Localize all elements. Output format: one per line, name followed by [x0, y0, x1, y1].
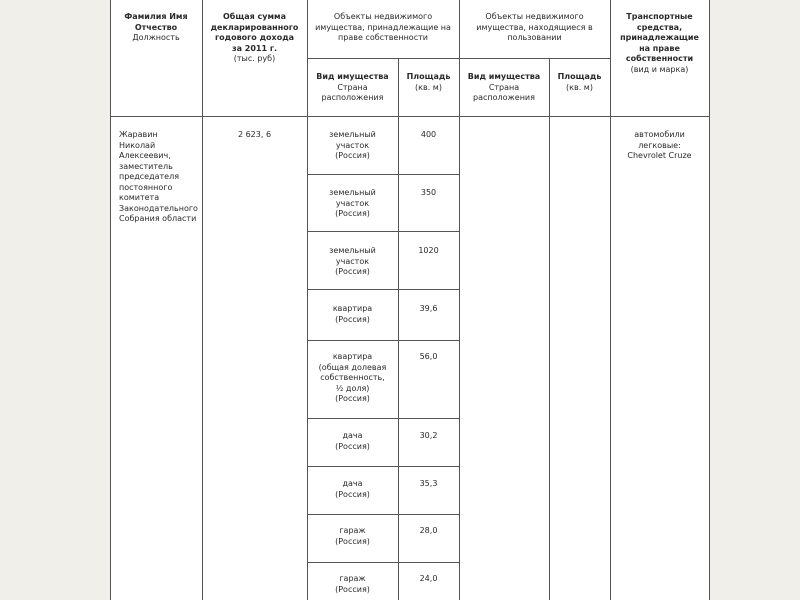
property-type-line: (Россия)	[335, 536, 370, 546]
header-name-cell	[110, 12, 202, 44]
transport-line: автомобили	[634, 130, 685, 139]
grid-line	[110, 0, 111, 600]
header-income-sub: (тыс. руб)	[233, 54, 276, 63]
property-area-value: 1020	[418, 246, 439, 255]
header-owned-line: имущества, принадлежащие на	[315, 22, 451, 32]
property-area-value: 350	[420, 188, 437, 197]
header-transport-line: принадлежащие	[620, 33, 699, 42]
subheader-owned-area	[398, 72, 459, 93]
person-name-line: Николай	[119, 140, 156, 150]
property-area-cell	[398, 188, 459, 199]
header-transport-line: средства,	[636, 22, 683, 32]
header-income-line: за 2011 г.	[231, 43, 278, 53]
header-used-line: пользовании	[507, 33, 562, 42]
property-type-line: гараж	[339, 574, 366, 583]
header-name-line: Отчество	[134, 22, 178, 32]
subheader-used-area	[549, 72, 610, 93]
subheader-used-type	[459, 72, 549, 104]
property-area-cell	[398, 431, 459, 442]
grid-line	[307, 466, 459, 467]
subheader-type-line: Страна	[488, 82, 520, 92]
grid-line	[110, 116, 710, 117]
subheader-area-title: Площадь	[557, 72, 602, 81]
property-area-cell	[398, 246, 459, 257]
property-type-line: ½ доля)	[335, 383, 370, 393]
grid-line	[307, 340, 459, 341]
property-area-cell	[398, 526, 459, 537]
header-owned-line: праве собственности	[338, 33, 428, 42]
person-name-line: комитета	[119, 193, 160, 202]
header-owned-cell	[307, 12, 459, 44]
property-type-line: квартира	[332, 304, 373, 313]
property-area-value: 56,0	[419, 352, 438, 361]
property-type-line: дача	[342, 431, 363, 440]
header-transport-line: на праве	[639, 43, 680, 53]
header-used-line: Объекты недвижимого	[485, 12, 584, 21]
property-type-cell	[307, 188, 398, 220]
property-type-line: участок	[335, 198, 370, 208]
header-income-line: годового дохода	[214, 33, 295, 42]
subheader-type-line: Страна	[337, 82, 368, 92]
person-name-line: Собрания области	[119, 214, 197, 223]
header-name-sub: Должность	[132, 33, 180, 42]
property-area-value: 35,3	[419, 479, 438, 488]
subheader-type-title: Вид имущества	[316, 72, 389, 81]
property-type-line: (Россия)	[335, 489, 370, 499]
property-type-cell	[307, 526, 398, 547]
transport-line: Chevrolet Cruze	[627, 151, 692, 160]
person-name-line: председателя	[119, 172, 180, 181]
grid-line	[610, 0, 611, 600]
property-type-cell	[307, 479, 398, 500]
subheader-type-title: Вид имущества	[467, 72, 541, 81]
header-income-cell	[202, 12, 307, 65]
grid-line	[202, 0, 203, 600]
property-area-value: 24,0	[419, 574, 438, 583]
grid-line	[549, 58, 550, 600]
property-type-cell	[307, 574, 398, 595]
person-name-line: Законодательного	[119, 203, 198, 213]
person-income-cell	[202, 130, 307, 141]
subheader-type-line: расположения	[321, 93, 384, 102]
property-area-value: 30,2	[419, 431, 438, 440]
property-type-line: земельный	[329, 188, 376, 197]
grid-line	[307, 418, 459, 419]
property-area-value: 400	[420, 130, 437, 139]
property-area-cell	[398, 130, 459, 141]
grid-line	[307, 562, 459, 563]
declaration-page	[110, 0, 710, 600]
grid-line	[307, 231, 459, 232]
person-name-line: Алексеевич,	[119, 151, 171, 160]
property-type-line: гараж	[339, 526, 366, 535]
subheader-owned-type	[307, 72, 398, 104]
property-type-line: (Россия)	[335, 394, 370, 403]
header-used-cell	[459, 12, 610, 44]
header-income-line: Общая сумма	[223, 12, 286, 21]
header-transport-line: собственности	[625, 54, 694, 63]
property-type-line: участок	[335, 140, 370, 150]
person-income-value: 2 623, 6	[237, 130, 272, 139]
person-name-line: заместитель	[119, 161, 173, 171]
property-type-cell	[307, 304, 398, 325]
property-type-line: (Россия)	[335, 584, 370, 594]
property-type-line: дача	[342, 479, 363, 488]
header-transport-sub: (вид и марка)	[630, 64, 689, 74]
property-type-cell	[307, 431, 398, 452]
subheader-type-line: расположения	[473, 93, 535, 102]
property-type-line: (общая долевая	[318, 362, 387, 372]
property-type-cell	[307, 246, 398, 278]
property-type-line: (Россия)	[335, 441, 370, 451]
property-area-cell	[398, 574, 459, 585]
property-type-line: участок	[335, 256, 370, 266]
property-area-cell	[398, 352, 459, 363]
property-type-line: (Россия)	[335, 151, 370, 160]
property-type-line: (Россия)	[335, 314, 370, 324]
grid-line	[307, 174, 459, 175]
subheader-area-unit: (кв. м)	[415, 82, 442, 92]
grid-line	[307, 289, 459, 290]
subheader-area-unit: (кв. м)	[566, 82, 593, 92]
property-area-cell	[398, 304, 459, 315]
header-used-line: имущества, находящиеся в	[476, 22, 593, 32]
property-type-line: квартира	[332, 352, 373, 361]
property-type-line: собственность,	[320, 373, 385, 382]
subheader-area-title: Площадь	[406, 72, 451, 81]
property-type-line: земельный	[329, 130, 376, 139]
transport-line: легковые:	[638, 140, 681, 150]
property-type-line: земельный	[329, 246, 376, 255]
person-name-cell	[119, 130, 201, 225]
grid-line	[307, 58, 610, 59]
property-type-line: (Россия)	[335, 267, 370, 276]
property-area-value: 39,6	[419, 304, 438, 313]
person-transport-cell	[610, 130, 709, 162]
header-owned-line: Объекты недвижимого	[333, 12, 433, 21]
property-area-cell	[398, 479, 459, 490]
property-type-cell	[307, 130, 398, 162]
header-income-line: декларированного	[210, 22, 299, 32]
person-name-line: Жаравин	[119, 130, 158, 139]
property-type-line: (Россия)	[335, 209, 370, 218]
property-area-value: 28,0	[419, 526, 438, 535]
grid-line	[307, 514, 459, 515]
person-name-line: постоянного	[119, 182, 173, 192]
grid-line	[709, 0, 710, 600]
header-transport-line: Транспортные	[626, 12, 693, 21]
header-name-line: Фамилия Имя	[124, 12, 188, 21]
header-transport-cell	[610, 12, 709, 75]
property-type-cell	[307, 352, 398, 405]
